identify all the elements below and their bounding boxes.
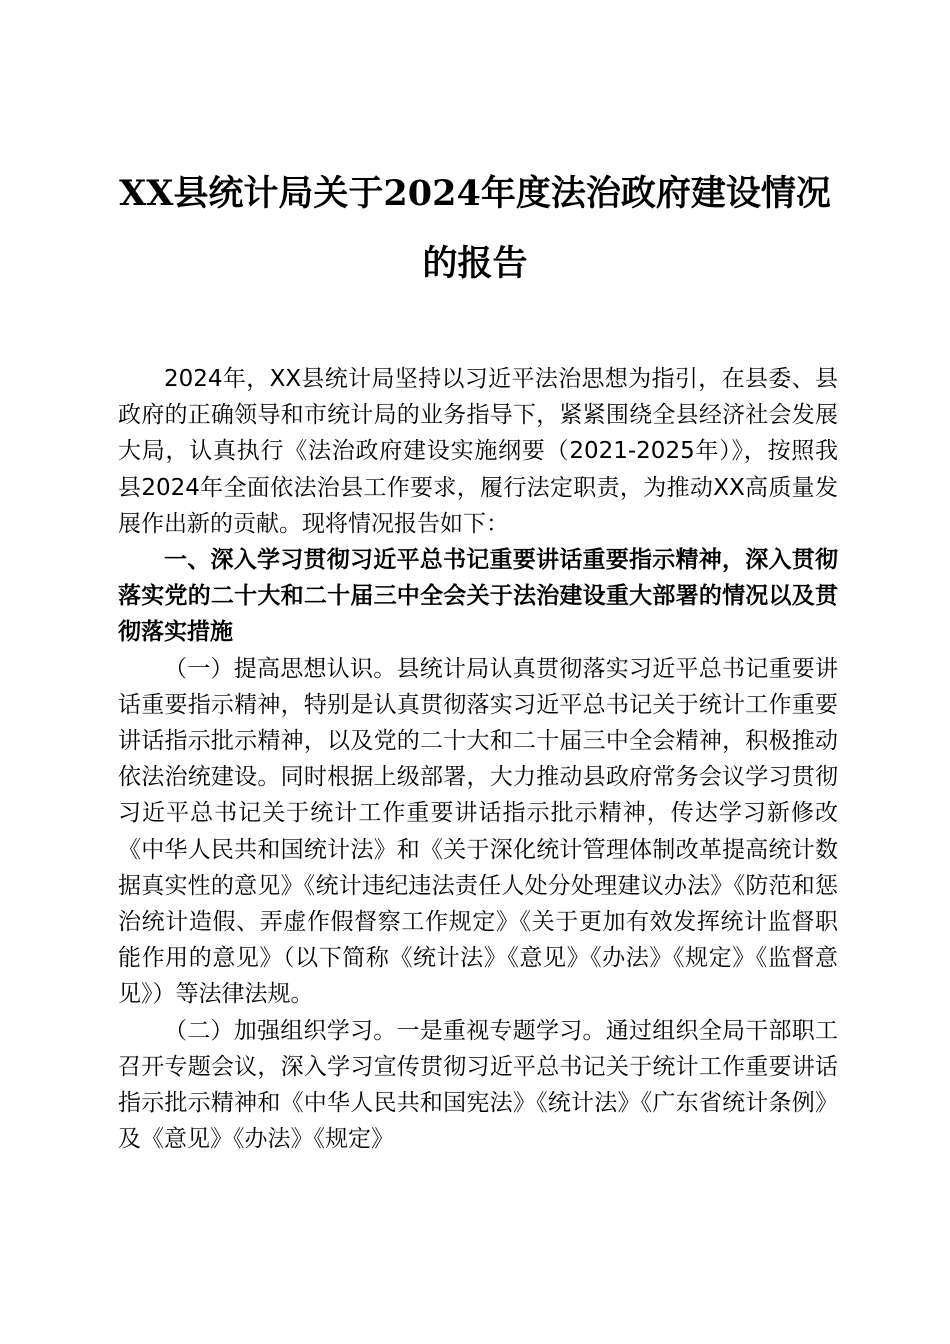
document-body <box>118 361 838 1157</box>
section-1-heading: 一、深入学习贯彻习近平总书记重要讲话重要指示精神，深入贯彻落实党的二十大和二十届三中全会关于法治建设重大部署的情况以及贯彻落实措施 <box>118 547 838 646</box>
item-2-label: （二）加强组织学习。 <box>164 1017 397 1044</box>
document-title-line-1: XX县统计局关于2024年度法治政府建设情况 <box>119 173 831 214</box>
item-1-label: （一）提高思想认识。 <box>164 655 397 682</box>
intro-paragraph: 2024年，XX县统计局坚持以习近平法治思想为指引，在县委、县政府的正确领导和市统计局的业务指导下，紧紧围绕全县经济社会发展大局，认真执行《法治政府建设实施纲要（2021-2025年）》，按照我县2024年全面依法治县工作要求，履行法定职责，为推动XX高质量发展作出新的贡献。现将情况报告如下： <box>118 366 838 537</box>
item-2-text: 一是重视专题学习。通过组织全局干部职工召开专题会议，深入学习宣传贯彻习近平总书记关于统计工作重要讲话指示批示精神和《中华人民共和国宪法》《统计法》《广东省统计条例》及《意见》《办法》《规定》 <box>118 1017 838 1153</box>
item-1-text: 县统计局认真贯彻落实习近平总书记重要讲话重要指示精神，特别是认真贯彻落实习近平总书记关于统计工作重要讲话指示批示精神，以及党的二十大和二十届三中全会精神，积极推动依法治统建设。同时根据上级部署，大力推动县政府常务会议学习贯彻习近平总书记关于统计工作重要讲话指示批示精神，传达学习新修改《中华人民共和国统计法》和《关于深化统计管理体制改革提高统计数据真实性的意见》《统计违纪违法责任人处分处理建议办法》《防范和惩治统计造假、弄虚作假督察工作规定》《关于更加有效发挥统计监督职能作用的意见》（以下简称《统计法》《意见》《办法》《规定》《监督意见》）等法律法规。 <box>118 655 838 1008</box>
item-1-paragraph <box>118 651 838 1013</box>
item-2-paragraph <box>118 1013 838 1158</box>
document-title-line-2: 的报告 <box>422 243 528 284</box>
